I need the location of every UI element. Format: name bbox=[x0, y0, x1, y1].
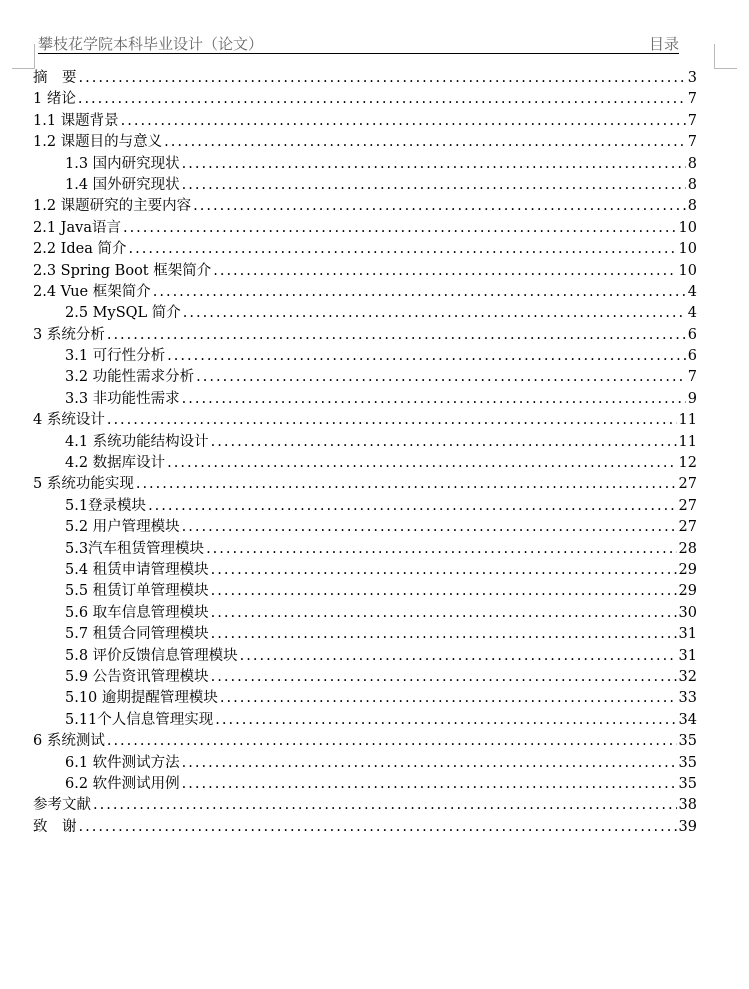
toc-entry-title: 2.5 MySQL 简介 bbox=[65, 305, 181, 322]
toc-entry-page-number: 38 bbox=[678, 797, 697, 814]
toc-entry-title: 5.8 评价反馈信息管理模块 bbox=[65, 647, 238, 664]
toc-entry[interactable] bbox=[33, 89, 697, 110]
toc-entry[interactable] bbox=[33, 581, 697, 602]
toc-dot-leader bbox=[129, 239, 677, 260]
toc-entry-page-number: 27 bbox=[678, 497, 697, 514]
toc-entry-title: 5.7 租赁合同管理模块 bbox=[65, 626, 209, 643]
toc-entry-page-number: 8 bbox=[687, 176, 697, 193]
toc-entry[interactable] bbox=[33, 68, 697, 89]
table-of-contents bbox=[33, 68, 697, 838]
toc-entry-title: 4.2 数据库设计 bbox=[65, 455, 166, 472]
toc-dot-leader bbox=[182, 517, 677, 538]
toc-dot-leader bbox=[193, 196, 686, 217]
toc-entry-title: 1.4 国外研究现状 bbox=[65, 176, 180, 193]
toc-entry-page-number: 3 bbox=[687, 70, 697, 86]
toc-dot-leader bbox=[182, 154, 686, 175]
toc-entry[interactable] bbox=[33, 154, 697, 175]
toc-entry-title: 1.3 国内研究现状 bbox=[65, 155, 180, 172]
toc-dot-leader bbox=[211, 560, 677, 581]
toc-entry-title: 5.4 租赁申请管理模块 bbox=[65, 561, 209, 578]
header-section-name: 目录 bbox=[648, 35, 679, 53]
toc-dot-leader bbox=[167, 453, 676, 474]
toc-dot-leader bbox=[211, 603, 677, 624]
toc-entry[interactable] bbox=[33, 196, 697, 217]
toc-entry[interactable] bbox=[33, 646, 697, 667]
toc-entry-title: 5 系统功能实现 bbox=[33, 476, 134, 493]
toc-entry-page-number: 33 bbox=[678, 690, 697, 707]
toc-entry-page-number: 35 bbox=[678, 775, 697, 792]
toc-entry-page-number: 8 bbox=[687, 155, 697, 172]
toc-dot-leader bbox=[183, 303, 686, 324]
toc-entry-page-number: 8 bbox=[687, 198, 697, 215]
toc-entry[interactable] bbox=[33, 795, 697, 816]
toc-entry[interactable] bbox=[33, 774, 697, 795]
toc-dot-leader bbox=[107, 410, 677, 431]
toc-entry[interactable] bbox=[33, 111, 697, 132]
toc-entry[interactable] bbox=[33, 688, 697, 709]
toc-dot-leader bbox=[182, 389, 686, 410]
toc-entry-title: 2.2 Idea 简介 bbox=[33, 241, 127, 258]
toc-entry[interactable] bbox=[33, 261, 697, 282]
toc-dot-leader bbox=[182, 175, 686, 196]
toc-entry-title: 2.1 Java语言 bbox=[33, 219, 121, 236]
toc-entry-page-number: 32 bbox=[678, 668, 697, 685]
toc-entry[interactable] bbox=[33, 817, 697, 838]
toc-entry[interactable] bbox=[33, 731, 697, 752]
toc-entry-page-number: 12 bbox=[678, 455, 697, 472]
toc-dot-leader bbox=[79, 68, 686, 89]
toc-entry-title: 5.6 取车信息管理模块 bbox=[65, 604, 209, 621]
toc-entry[interactable] bbox=[33, 239, 697, 260]
toc-entry-page-number: 6 bbox=[687, 348, 697, 365]
toc-dot-leader bbox=[220, 688, 677, 709]
toc-entry-title: 4 系统设计 bbox=[33, 412, 105, 429]
toc-dot-leader bbox=[78, 89, 686, 110]
toc-entry-title: 3.3 非功能性需求 bbox=[65, 390, 180, 407]
toc-entry-title: 5.11个人信息管理实现 bbox=[65, 711, 214, 728]
toc-entry-title: 6.1 软件测试方法 bbox=[65, 754, 180, 771]
toc-entry-title: 4.1 系统功能结构设计 bbox=[65, 433, 209, 450]
toc-entry-title: 参考文献 bbox=[33, 797, 91, 814]
toc-entry[interactable] bbox=[33, 282, 697, 303]
toc-entry[interactable] bbox=[33, 496, 697, 517]
toc-entry-title: 5.9 公告资讯管理模块 bbox=[65, 668, 209, 685]
toc-entry[interactable] bbox=[33, 624, 697, 645]
margin-marker-top-left bbox=[12, 44, 35, 69]
toc-dot-leader bbox=[240, 646, 677, 667]
toc-entry-title: 3 系统分析 bbox=[33, 326, 105, 343]
toc-entry-page-number: 35 bbox=[678, 733, 697, 750]
toc-entry-title: 致 谢 bbox=[33, 818, 77, 835]
toc-entry-page-number: 11 bbox=[678, 433, 697, 450]
toc-dot-leader bbox=[211, 432, 677, 453]
toc-entry-title: 1 绪论 bbox=[33, 91, 76, 108]
toc-entry[interactable] bbox=[33, 218, 697, 239]
toc-entry[interactable] bbox=[33, 517, 697, 538]
toc-entry-page-number: 4 bbox=[687, 283, 697, 300]
toc-dot-leader bbox=[136, 474, 677, 495]
toc-entry[interactable] bbox=[33, 603, 697, 624]
toc-dot-leader bbox=[148, 496, 676, 517]
toc-entry-title: 摘 要 bbox=[33, 70, 77, 86]
toc-entry-page-number: 27 bbox=[678, 476, 697, 493]
page-header bbox=[38, 33, 679, 54]
toc-entry-title: 5.1登录模块 bbox=[65, 497, 147, 514]
toc-entry-title: 5.3汽车租赁管理模块 bbox=[65, 540, 205, 557]
toc-entry-page-number: 31 bbox=[678, 626, 697, 643]
toc-dot-leader bbox=[107, 731, 677, 752]
toc-dot-leader bbox=[123, 218, 677, 239]
header-document-title: 攀枝花学院本科毕业设计（论文） bbox=[38, 35, 264, 53]
toc-entry[interactable] bbox=[33, 539, 697, 560]
toc-entry[interactable] bbox=[33, 175, 697, 196]
toc-entry-title: 2.4 Vue 框架简介 bbox=[33, 283, 151, 300]
toc-entry-page-number: 29 bbox=[678, 561, 697, 578]
toc-entry-title: 3.1 可行性分析 bbox=[65, 348, 166, 365]
toc-entry-page-number: 7 bbox=[687, 134, 697, 151]
toc-entry-title: 6.2 软件测试用例 bbox=[65, 775, 180, 792]
toc-entry[interactable] bbox=[33, 432, 697, 453]
toc-dot-leader bbox=[206, 539, 676, 560]
toc-entry-page-number: 6 bbox=[687, 326, 697, 343]
toc-dot-leader bbox=[107, 325, 686, 346]
toc-entry-page-number: 4 bbox=[687, 305, 697, 322]
toc-entry[interactable] bbox=[33, 346, 697, 367]
toc-dot-leader bbox=[164, 132, 686, 153]
toc-entry-page-number: 28 bbox=[678, 540, 697, 557]
toc-entry-page-number: 39 bbox=[678, 818, 697, 835]
toc-entry-page-number: 10 bbox=[678, 262, 697, 279]
toc-entry-title: 2.3 Spring Boot 框架简介 bbox=[33, 262, 212, 279]
toc-entry-page-number: 10 bbox=[678, 241, 697, 258]
toc-entry-page-number: 11 bbox=[678, 412, 697, 429]
toc-dot-leader bbox=[153, 282, 686, 303]
toc-dot-leader bbox=[121, 111, 686, 132]
toc-dot-leader bbox=[211, 581, 677, 602]
toc-dot-leader bbox=[196, 367, 686, 388]
toc-entry-page-number: 29 bbox=[678, 583, 697, 600]
toc-dot-leader bbox=[79, 817, 677, 838]
toc-entry-page-number: 7 bbox=[687, 91, 697, 108]
toc-entry[interactable] bbox=[33, 710, 697, 731]
toc-entry-title: 1.2 课题研究的主要内容 bbox=[33, 198, 192, 215]
toc-entry[interactable] bbox=[33, 303, 697, 324]
toc-entry[interactable] bbox=[33, 453, 697, 474]
toc-entry-title: 3.2 功能性需求分析 bbox=[65, 369, 195, 386]
toc-dot-leader bbox=[211, 667, 677, 688]
toc-entry-page-number: 34 bbox=[678, 711, 697, 728]
toc-entry-page-number: 30 bbox=[678, 604, 697, 621]
toc-dot-leader bbox=[182, 774, 677, 795]
toc-entry-page-number: 35 bbox=[678, 754, 697, 771]
toc-entry[interactable] bbox=[33, 753, 697, 774]
toc-entry-page-number: 27 bbox=[678, 519, 697, 536]
toc-dot-leader bbox=[182, 753, 677, 774]
toc-entry-title: 6 系统测试 bbox=[33, 733, 105, 750]
toc-entry[interactable] bbox=[33, 367, 697, 388]
toc-entry[interactable] bbox=[33, 474, 697, 495]
margin-marker-top-right bbox=[714, 44, 737, 69]
toc-entry[interactable] bbox=[33, 410, 697, 431]
toc-entry[interactable] bbox=[33, 667, 697, 688]
toc-entry-title: 5.5 租赁订单管理模块 bbox=[65, 583, 209, 600]
toc-dot-leader bbox=[211, 624, 677, 645]
toc-entry-page-number: 7 bbox=[687, 112, 697, 129]
toc-dot-leader bbox=[167, 346, 686, 367]
toc-entry[interactable] bbox=[33, 132, 697, 153]
toc-entry-title: 1.2 课题目的与意义 bbox=[33, 134, 163, 151]
toc-entry[interactable] bbox=[33, 325, 697, 346]
toc-entry-page-number: 9 bbox=[687, 390, 697, 407]
toc-entry-title: 5.2 用户管理模块 bbox=[65, 519, 180, 536]
toc-entry[interactable] bbox=[33, 560, 697, 581]
toc-dot-leader bbox=[215, 710, 676, 731]
toc-entry-page-number: 10 bbox=[678, 219, 697, 236]
toc-entry-page-number: 31 bbox=[678, 647, 697, 664]
toc-dot-leader bbox=[93, 795, 677, 816]
toc-dot-leader bbox=[213, 261, 676, 282]
toc-entry-page-number: 7 bbox=[687, 369, 697, 386]
toc-entry[interactable] bbox=[33, 389, 697, 410]
toc-entry-title: 1.1 课题背景 bbox=[33, 112, 119, 129]
toc-entry-title: 5.10 逾期提醒管理模块 bbox=[65, 690, 218, 707]
